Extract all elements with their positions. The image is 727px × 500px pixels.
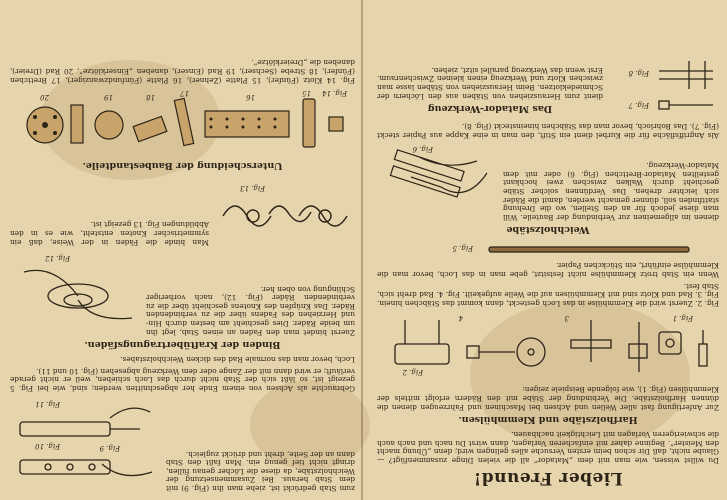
fig4-label: 4	[458, 313, 463, 322]
top-flow	[10, 392, 355, 492]
fig7-label: Fig. 7	[628, 100, 649, 109]
fig3-label: 3	[564, 313, 569, 322]
heading-weichholz: Weichholzstäbe	[506, 223, 590, 235]
fig20-label: 20	[40, 92, 49, 101]
abschneiden-paragraph: Gebrauchte als Achsen von einem Ende her abgeschnitten werden; sind, wie bei Fig. 5 gezeigt ist, so läßt sich der Stab nicht durch das Loch schieben, weil er nicht gerade verläuft; er wird dann mit der Zange oder dem Werkzeug abgesehen (Fig. 10 und 11).	[10, 366, 355, 393]
heading-unterscheidung: Unterscheidung der Baubestandteile.	[82, 159, 283, 171]
binden-flow	[10, 246, 355, 336]
greeting-title: Lieber Freund!	[473, 468, 623, 488]
fig10-label: Fig. 10	[35, 442, 60, 450]
pliers-drawing	[10, 396, 160, 492]
rod-drawing	[377, 240, 719, 258]
intro-paragraph: Du willst wissen, wie man mit dem „Matador“ all die vielen Dinge zusammenfügt? — Glaube nicht, daß Dir schon beim ersten Versuche alles gelingen wird; denn „Übung macht den Meister“. Beginne daher mit einfacheren Vorlagen, dann wirst Du nach und nach auch die schwierigeren Vorlagen mit Leichtigkeit nachbauen.	[377, 430, 719, 465]
werkzeug-flow	[377, 55, 719, 119]
fig15-label: 15	[302, 88, 311, 97]
fig9-label: Fig. 9	[99, 444, 120, 452]
fig17-label: 17	[180, 88, 189, 97]
fig11-label: Fig. 11	[35, 400, 60, 408]
parts-paragraph: Fig. 14 Klotz (Fünfer), 15 Platte (Zehner), 16 Platte (Fünfundzwanziger), 17 Brettchen (Fünfer), 18 Strebe (Sechser), 19 Rad (Einser), daneben „Einserklötze“, 20 Rad (Dreier), daneben die „Dreierklötze“.	[10, 58, 355, 85]
parts-drawing	[10, 87, 355, 157]
fig2-label: Fig. 2	[402, 367, 423, 376]
knot-paragraph: Man binde die Fäden in der Weise, daß ein symmetrischer Knoten entsteht, wie es in den Abbildungen Fig. 13 gezeigt ist.	[10, 220, 209, 247]
heading-binden: Binden der Kraftübertragungsfäden.	[84, 338, 281, 350]
fig5-label: Fig. 5	[452, 243, 473, 252]
steps-paragraph: Fig. 2. Zuerst wird die Klemmhülse in das Loch gesteckt, dann kommt das Stäbchen hinein. Fig. 3. Rad und Klotz sind mit Klemmhülsen auf die Welle aufgekeilt. Fig. 4. Rad dreht sich, Stab fest.	[377, 281, 719, 308]
weichholz-flow	[377, 139, 719, 221]
fig13-label: Fig. 13	[240, 183, 265, 192]
weichholz-paragraph: dienen im allgemeinen zur Verbindung der Bauteile. Will man diese jedoch für an den Stellen, wo die Drehung stattfinden soll, dünner gemacht werden, damit die Räder sich leichter drehen. Das Verdünnen solcher Stäbe geschieht durch Walken zwischen zwei hochkant gestellten Matador-Brettchen (Fig. 6) oder mit dem Matador-Werkzeug.	[503, 161, 719, 222]
fig8-label: Fig. 8	[628, 68, 649, 77]
left-column	[377, 55, 719, 492]
tool-drawing	[609, 59, 719, 119]
knot-flow	[10, 176, 355, 246]
fig14-label: Fig. 14	[322, 88, 347, 97]
weichholz-paragraph-2: Als Angriffsfläche für die Kurbel dient ein Stift, den man in eine Kappe aus Papier steckt (Fig. 7). Das Bohrloch, bevor man das Stäbchen hineinsteckt (Fig. 8).	[377, 122, 719, 140]
fig18-label: 18	[146, 92, 155, 101]
fig1-label: Fig. 1	[672, 313, 693, 322]
heading-harfholz: Harfholzstäbe und Klemmhülsen.	[458, 413, 638, 425]
right-column	[10, 55, 355, 492]
figure-parts	[10, 87, 355, 157]
paper-tip-paragraph: Wenn ein Stab trotz Klemmhülse nicht festsitzt, gebe man in das Loch, bevor man die Klemmhülse einführt, ein Stückchen Papier.	[377, 261, 719, 280]
knot-drawing	[215, 180, 355, 246]
fig16-label: 16	[246, 92, 255, 101]
heading-werkzeug: Das Matador-Werkzeug	[427, 102, 553, 114]
hands-rolling-drawing	[377, 143, 497, 221]
fig6-label: Fig. 6	[412, 144, 433, 153]
binden-paragraph: Zuerst bindet man den Faden an einen Stab, legt ihn um beide Räder. Dies geschieht am besten durch Hin- und Herziehen des Fadens über die zu verbindenden Räder. Das Knüpfen des Knotens geschieht über die zu verbindenden Räder (Fig. 12), nach vorheriger Schlingung von oben her.	[146, 284, 355, 337]
pulley-drawing	[10, 250, 140, 336]
werkzeug-paragraph: dient zum Herausziehen von Stäben aus den Löchern der Schmiedeklotzen. Beim Herausziehen von Stäben lasse man zwischen Klotz und Werkzeug einen kleinen Zwischenraum. Erst wenn das Werkzeug parallel sitzt, ziehen.	[377, 65, 603, 101]
figure-rod	[377, 240, 719, 258]
figure-clamp-sleeves	[377, 310, 719, 382]
fig12-label: Fig. 12	[45, 253, 70, 262]
fig19-label: 19	[104, 92, 113, 101]
harfholz-paragraph: Zur Anfertigung fast aller Wellen und Achsen bei Maschinen und Fahrzeugen dienen die dünnen Harfholzstäbe. Die Verbindung der Stäbe mit den Rädern erfolgt mittels der Klemmhülsen (Fig. 1), wie folgende Beispiele zeigen:	[377, 385, 719, 412]
rad-paragraph: Loch, bevor man das normale Rad des dicken Weichholzstabes.	[120, 355, 355, 365]
clamp-sleeve-drawing	[377, 310, 719, 382]
stab-paragraph: zum Stab gedrückt ist, ziehe man ihn (Fig. 9) mit dem Stab heraus. Bei Zusammensetzung der Weichholzstäbe, da diese die Löcher genau füllen, dringt nicht tief genug ein. Man faßt den Stab dann an der Seite, dreht und drückt zugleich.	[166, 449, 355, 493]
